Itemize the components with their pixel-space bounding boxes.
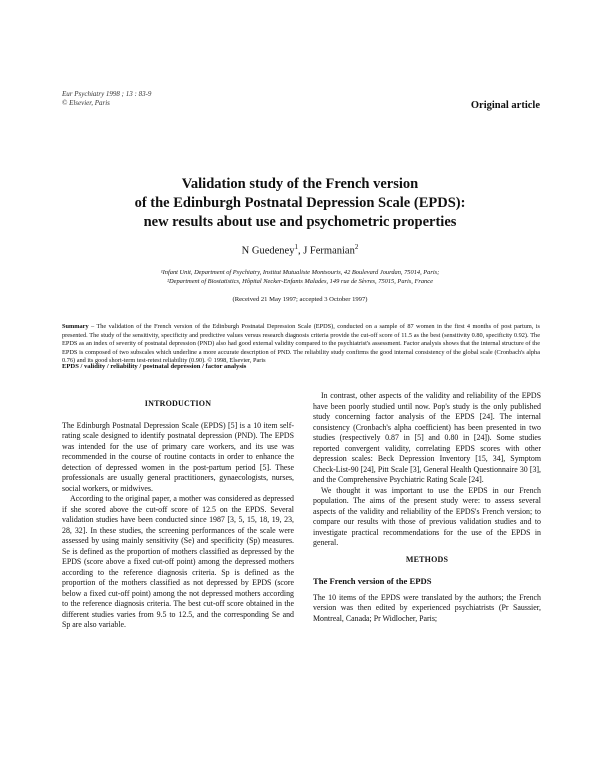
title-line-3: new results about use and psychometric properties xyxy=(143,214,457,230)
author-1-affil: 1 xyxy=(294,243,298,251)
article-title xyxy=(60,175,540,232)
paragraph: We thought it was important to use the EPDS in our French population. The aims of the present study were: to assess several aspects of the validity and reliability of the EPDS's French version; to compare our results with those of previous validation studies and to investigate practical recommendations for the use of the EPDS in general. xyxy=(313,485,541,547)
affiliation-1: ¹Infant Unit, Department of Psychiatry, Institut Mutualiste Montsouris, 42 Boulevard Jourdan, 75014, Paris; xyxy=(160,269,440,276)
title-line-2: of the Edinburgh Postnatal Depression Scale (EPDS): xyxy=(134,195,466,211)
paragraph: The 10 items of the EPDS were translated by the authors; the French version was then edited by experienced psychiatrists (Pr Saussier, Montreal, Canada; Pr Widlocher, Paris; xyxy=(313,592,541,623)
author-2: J Fermanian xyxy=(303,245,355,257)
left-column xyxy=(62,393,294,631)
journal-citation xyxy=(62,90,151,108)
paragraph: In contrast, other aspects of the validity and reliability of the EPDS have been poorly studied until now. Pop's study is the only published study concerning factor analysis of the EPDS [24]. The internal consistency (Cronbach's alpha coefficient) has been presented in two studies (respectively 0.87 in [5] and 0.80 in [24]). Some studies reported convergent validity, correlating EPDS scores with other depression scales: Beck Depression Inventory [15, 34], Symptom Check-List-90 [24], Pitt Scale [3], General Health Questionnaire 30 [3], and the Comprehensive Psychiatric Rating Scale [24]. xyxy=(313,391,541,484)
summary-label: Summary xyxy=(62,323,89,330)
summary-text: – The validation of the French version of the Edinburgh Postnatal Depression Scale (EPDS), conducted on a sample of 87 women in the first 4 months of post partum, is presented. The study of the sensitivity, specificity and predictive values versus research diagnosis criteria provide the cut-off score of 11.5 as the best (sensitivity 0.80, specificity 0.92). The EPDS as an index of severity of postnatal depression (PND) also had good external validity compared to the psychiatrist's assessment. Factor analysis shows that the internal structure of the EPDS is composed of two subscales which underline a more accurate description of PND. The reliability study confirms the good internal consistency of the global scale (Cronbach's alpha 0.76) and its good short-term test-retest reliability (0.90). © 1998, Elsevier, Paris xyxy=(62,323,540,365)
authors xyxy=(60,243,540,257)
section-heading-introduction: INTRODUCTION xyxy=(144,399,212,408)
journal-line-2: © Elsevier, Paris xyxy=(62,99,110,107)
affiliations xyxy=(60,268,540,286)
right-column xyxy=(313,391,541,624)
article-type: Original article xyxy=(470,100,540,111)
summary xyxy=(62,323,540,366)
section-heading-methods: METHODS xyxy=(405,554,449,564)
author-separator: , xyxy=(297,245,304,257)
subsection-heading: The French version of the EPDS xyxy=(313,576,432,586)
keywords: EPDS / validity / reliability / postnatal depression / factor analysis xyxy=(62,363,247,370)
affiliation-2: ²Department of Biostatistics, Hôpital Necker-Enfants Malades, 149 rue de Sèvres, 75015, Paris, France xyxy=(167,278,433,285)
paragraph: The Edinburgh Postnatal Depression Scale (EPDS) [5] is a 10 item self-rating scale designed to identify postnatal depression (PND). The EPDS was intended for the use of primary care workers, and its use was recommended in the course of routine contacts in order to enhance the detection of depressed women in the post-partum period [5]. These professionals are usually general practitioners, gynaecologists, nurses, social workers, or midwives. xyxy=(62,420,294,493)
author-1: N Guedeney xyxy=(241,245,295,257)
author-2-affil: 2 xyxy=(354,243,359,251)
paragraph: According to the original paper, a mother was considered as depressed if she scored above the cut-off score of 12.5 on the EPDS. Several validation studies have been conducted since 1987 [3, 5, 15, 18, 19, 23, 28, 32]. In these studies, the screening performances of the scale were assessed by using mainly sensitivity (Se) and specificity (Sp) measures. Se is defined as the proportion of mothers classified as depressed by the EPDS (score above a fixed cut-off point) among the depressed mothers according to the reference diagnosis criteria. Sp is defined as the proportion of the mothers classified as not depressed by EPDS (score below a fixed cut-off point) among the not depressed mothers according to the reference diagnosis criteria. The best cut-off score obtained in the different studies varies from 9.5 to 12.5, and the corresponding Se and Sp are also variable. xyxy=(62,494,294,629)
journal-line-1: Eur Psychiatry 1998 ; 13 : 83-9 xyxy=(62,90,152,98)
received-dates: (Received 21 May 1997; accepted 3 October 1997) xyxy=(232,296,368,303)
title-line-1: Validation study of the French version xyxy=(181,176,419,192)
